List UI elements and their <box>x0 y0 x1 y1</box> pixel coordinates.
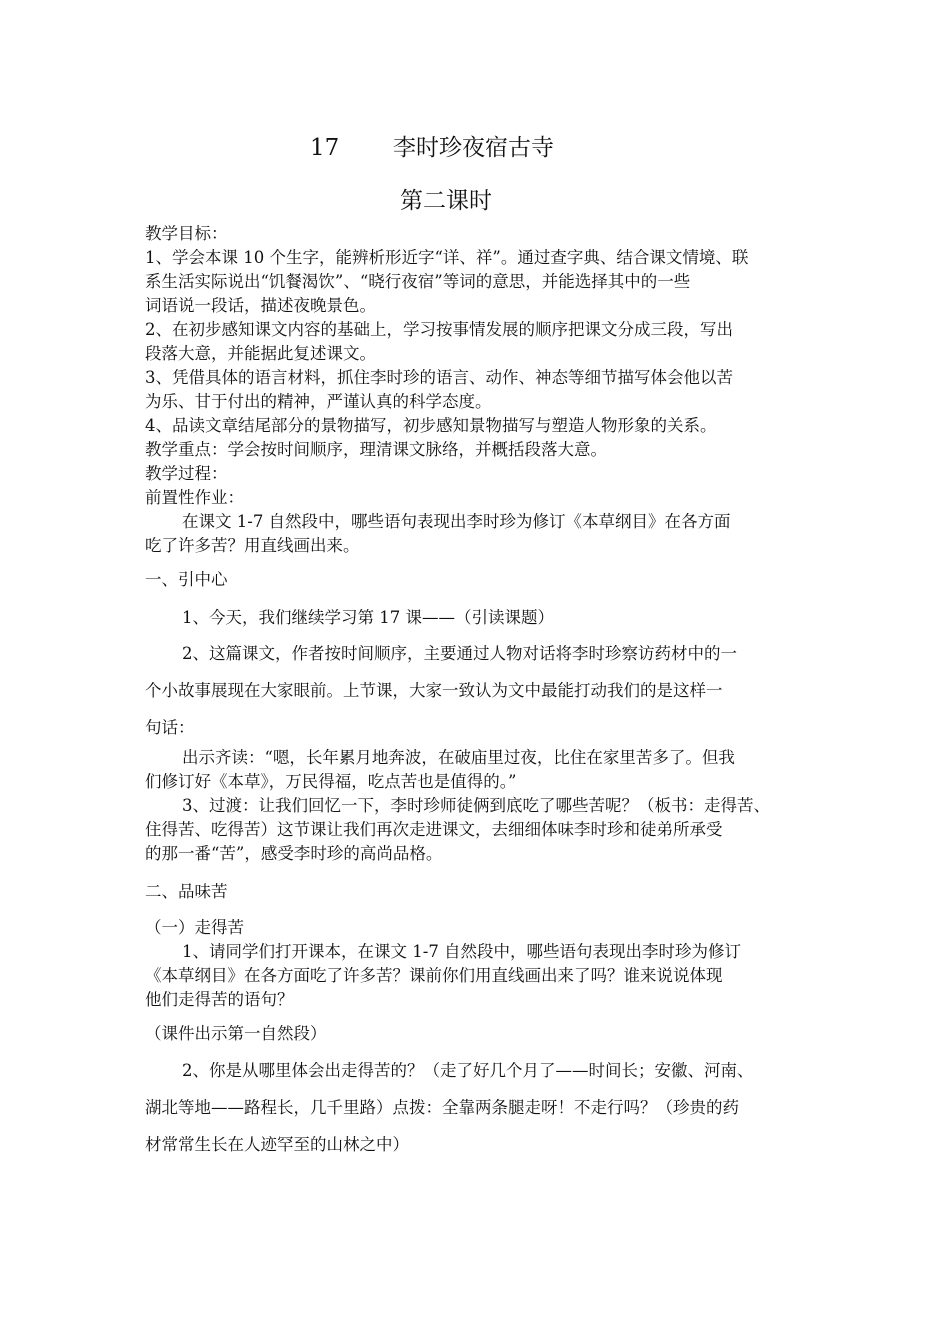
section-item: 湖北等地——路程长，几千里路）点拨：全靠两条腿走呀！不走行吗？（珍贵的药 <box>145 1098 739 1117</box>
process-heading: 教学过程： <box>145 464 228 483</box>
goal-line: 1、学会本课 10 个生字，能辨析形近字“详、祥”。通过查字典、结合课文情境、联 <box>145 248 749 267</box>
goals-heading: 教学目标： <box>145 224 228 243</box>
section-item: 他们走得苦的语句？ <box>145 990 294 1009</box>
quote-line: 出示齐读：“嗯，长年累月地奔波，在破庙里过夜，比住在家里苦多了。但我 <box>182 748 735 767</box>
goal-line: 段落大意，并能据此复述课文。 <box>145 344 376 363</box>
lesson-subtitle: 第二课时 <box>400 188 492 214</box>
courseware-note: （课件出示第一自然段） <box>145 1024 327 1043</box>
section-item: 1、今天，我们继续学习第 17 课——（引读课题） <box>182 608 554 627</box>
goal-line: 词语说一段话，描述夜晚景色。 <box>145 296 376 315</box>
section-item: 2、这篇课文，作者按时间顺序，主要通过人物对话将李时珍察访药材中的一 <box>182 644 737 663</box>
section-item: 住得苦、吃得苦）这节课让我们再次走进课文，去细细体味李时珍和徒弟所承受 <box>145 820 723 839</box>
goal-line: 3、凭借具体的语言材料，抓住李时珍的语言、动作、神态等细节描写体会他以苦 <box>145 368 733 387</box>
section-item: 句话： <box>145 718 195 737</box>
document-body <box>145 222 811 1163</box>
prework-line: 吃了许多苦？用直线画出来。 <box>145 536 360 555</box>
section-item: 《本草纲目》在各方面吃了许多苦？课前你们用直线画出来了吗？谁来说说体现 <box>145 966 723 985</box>
goal-line: 为乐、甘于付出的精神，严谨认真的科学态度。 <box>145 392 492 411</box>
lesson-name: 李时珍夜宿古寺 <box>393 135 554 161</box>
section-item: 3、过渡：让我们回忆一下，李时珍师徒俩到底吃了哪些苦呢？（板书：走得苦、 <box>182 796 770 815</box>
goal-line: 2、在初步感知课文内容的基础上，学习按事情发展的顺序把课文分成三段，写出 <box>145 320 733 339</box>
section-item: 个小故事展现在大家眼前。上节课，大家一致认为文中最能打动我们的是这样一 <box>145 681 723 700</box>
section-item: 2、你是从哪里体会出走得苦的？（走了好几个月了——时间长；安徽、河南、 <box>182 1061 754 1080</box>
prework-line: 在课文 1-7 自然段中，哪些语句表现出李时珍为修订《本草纲目》在各方面 <box>182 512 731 531</box>
teaching-focus: 教学重点：学会按时间顺序，理清课文脉络，并概括段落大意。 <box>145 440 607 459</box>
subsection-heading: （一）走得苦 <box>145 918 244 937</box>
quote-line: 们修订好《本草》，万民得福，吃点苦也是值得的。” <box>145 772 517 791</box>
goal-line: 系生活实际说出“饥餐渴饮”、“晓行夜宿”等词的意思，并能选择其中的一些 <box>145 272 691 291</box>
prework-heading: 前置性作业： <box>145 488 244 507</box>
section-heading: 二、品味苦 <box>145 882 228 901</box>
lesson-number: 17 <box>310 135 340 161</box>
section-item: 材常常生长在人迹罕至的山林之中） <box>145 1135 409 1154</box>
section-heading: 一、引中心 <box>145 570 228 589</box>
section-item: 1、请同学们打开课本，在课文 1-7 自然段中，哪些语句表现出李时珍为修订 <box>182 942 742 961</box>
goal-line: 4、品读文章结尾部分的景物描写，初步感知景物描写与塑造人物形象的关系。 <box>145 416 717 435</box>
section-item: 的那一番“苦”，感受李时珍的高尚品格。 <box>145 844 443 863</box>
